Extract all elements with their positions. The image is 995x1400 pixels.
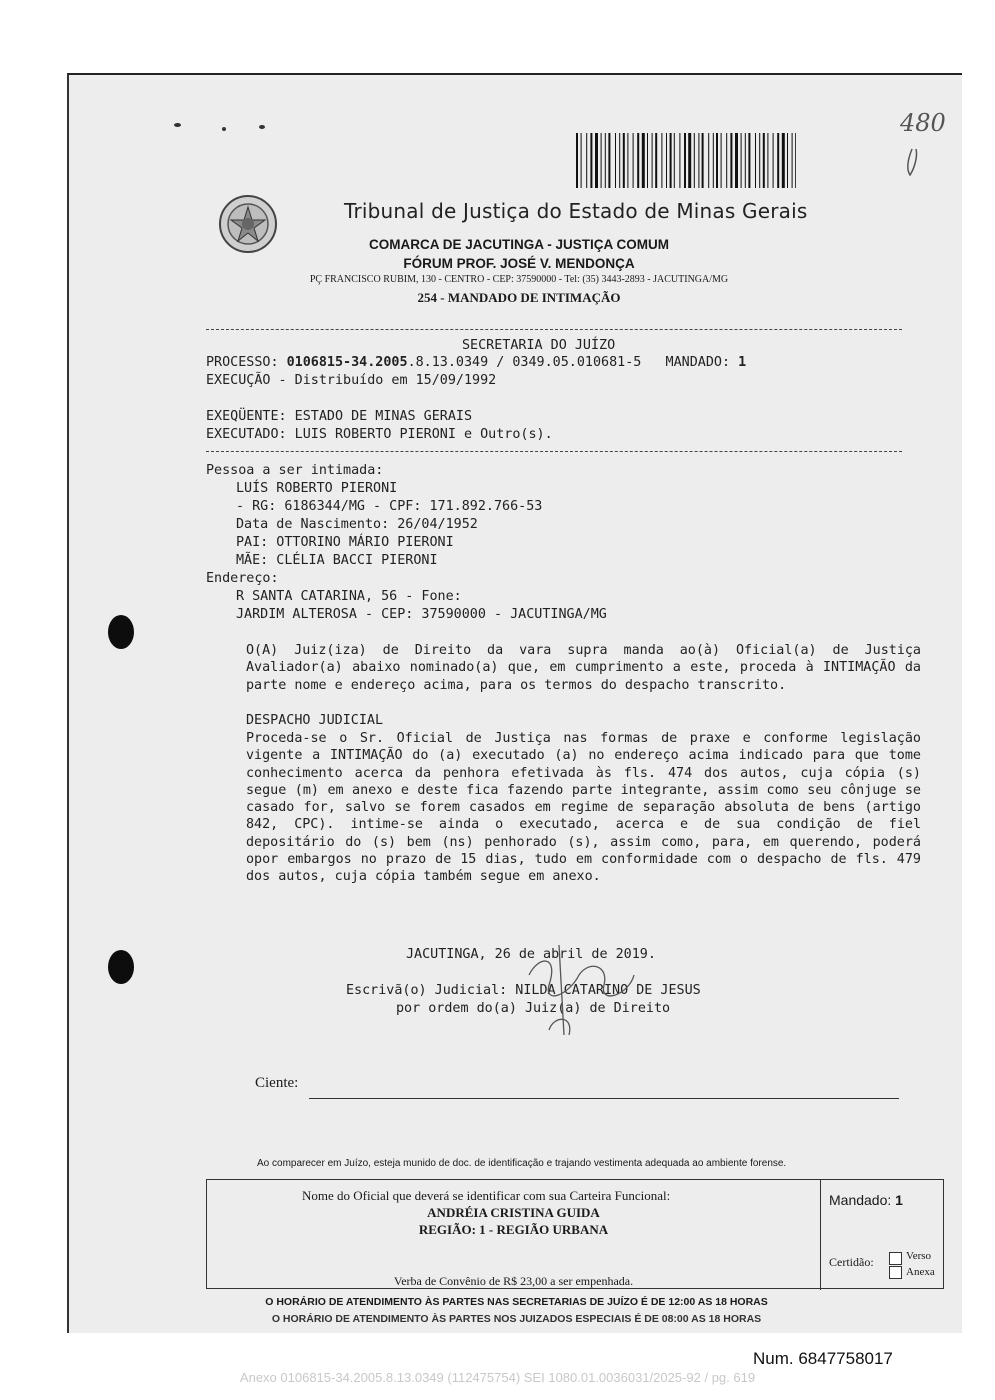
despacho-heading: DESPACHO JUDICIAL	[246, 713, 384, 728]
person-name: LUÍS ROBERTO PIERONI	[236, 481, 398, 496]
officer-name: ANDRÉIA CRISTINA GUIDA	[427, 1205, 600, 1220]
speck	[174, 123, 181, 127]
box-mandado	[829, 1192, 903, 1208]
executado-line: EXECUTADO: LUIS ROBERTO PIERONI e Outro(s).	[206, 427, 553, 442]
comarca-heading: COMARCA DE JACUTINGA - JUSTIÇA COMUM	[369, 237, 669, 252]
by-order-line: por ordem do(a) Juiz(a) de Direito	[396, 1001, 671, 1016]
court-name: Tribunal de Justiça do Estado de Minas Gerais	[344, 199, 808, 223]
processo-line	[206, 354, 746, 371]
mandado-label: MANDADO:	[665, 355, 731, 370]
officer-region: REGIÃO: 1 - REGIÃO URBANA	[418, 1222, 609, 1237]
despacho-text: Proceda-se o Sr. Oficial de Justiça nas formas de praxe e conforme legislação vigente a INTIMAÇÃO do (a) executado (a) no endereço acima indicado para que tome conhecimento acerca da penhora efetivada às fls. 474 dos autos, cuja cópia (s) segue (m) em anexo e deste fica fazendo parte integrante, assim como seu cônjuge se casado for, salvo se forem casados em regime de separação absoluta de bens (artigo 842, CPC). intime-se ainda o executado, acerca e de sua condição de fiel depositário do (s) bem (ns) penhorado (s), assim como, para, em querendo, poderá opor embargos no prazo de 15 dias, tudo em conformidade com o despacho de fls. 479 dos autos, cuja cópia também segue em anexo.	[246, 731, 921, 885]
box-divider	[820, 1180, 821, 1290]
barcode	[576, 133, 796, 188]
annex-footer: Anexo 0106815-34.2005.8.13.0349 (112475754) SEI 1080.01.0036031/2025-92 / pg. 619	[239, 1370, 756, 1385]
processo-number-rest: .8.13.0349 / 0349.05.010681-5	[407, 355, 642, 370]
secretaria-label: SECRETARIA DO JUÍZO	[462, 338, 616, 353]
address-heading: Endereço:	[206, 571, 279, 586]
anexa-label: Anexa	[906, 1266, 935, 1278]
officer-box	[206, 1179, 944, 1289]
place-date: JACUTINGA, 26 de abril de 2019.	[406, 947, 656, 962]
intro-paragraph	[206, 642, 921, 694]
ciente-signature-line	[309, 1098, 899, 1099]
verso-label: Verso	[906, 1250, 932, 1262]
person-heading: Pessoa a ser intimada:	[206, 463, 384, 478]
forum-address: PÇ FRANCISCO RUBIM, 130 - CENTRO - CEP: 37590000 - Tel: (35) 3443-2893 - JACUTINGA/MG	[309, 274, 729, 285]
execucao-line: EXECUÇÃO - Distribuído em 15/09/1992	[206, 373, 497, 388]
speck	[222, 127, 226, 131]
speck	[259, 125, 265, 129]
document-title: 254 - MANDADO DE INTIMAÇÃO	[417, 290, 621, 305]
ciente-label: Ciente:	[255, 1075, 299, 1091]
scanned-page	[67, 73, 962, 1333]
divider	[206, 329, 902, 330]
document-number: Num. 6847758017	[753, 1349, 893, 1368]
person-documents: - RG: 6186344/MG - CPF: 171.892.766-53	[236, 499, 543, 514]
box-mandado-label: Mandado:	[829, 1192, 892, 1208]
punch-hole	[108, 615, 134, 649]
signature	[509, 935, 659, 1055]
exequente-line: EXEQÜENTE: ESTADO DE MINAS GERAIS	[206, 409, 473, 424]
processo-number-bold: 0106815-34.2005	[286, 355, 408, 370]
punch-hole	[108, 950, 134, 984]
verso-checkbox[interactable]	[889, 1252, 902, 1265]
officer-label: Nome do Oficial que deverá se identificar com sua Carteira Funcional:	[302, 1188, 671, 1203]
handwritten-page-number	[894, 97, 954, 177]
person-father: PAI: OTTORINO MÁRIO PIERONI	[236, 535, 454, 550]
address-street: R SANTA CATARINA, 56 - Fone:	[236, 589, 462, 604]
hours-line-1: O HORÁRIO DE ATENDIMENTO ÀS PARTES NAS SECRETARIAS DE JUÍZO É DE 12:00 AS 18 HORAS	[265, 1296, 768, 1308]
divider	[206, 451, 902, 452]
hours-line-2: O HORÁRIO DE ATENDIMENTO ÀS PARTES NOS JUIZADOS ESPECIAIS É DE 08:00 AS 18 HORAS	[271, 1313, 762, 1325]
intro-text: O(A) Juiz(iza) de Direito da vara supra manda ao(à) Oficial(a) de Justiça Avaliador(a) abaixo nominado(a) que, em cumprimento a este, proceda à INTIMAÇÃO da parte nome e endereço acima, para os termos do despacho transcrito.	[246, 643, 921, 693]
address-district: JARDIM ALTEROSA - CEP: 37590000 - JACUTINGA/MG	[236, 607, 607, 622]
attendance-notice: Ao comparecer em Juízo, esteja munido de doc. de identificação e trajando vestimenta adequada ao ambiente forense.	[257, 1158, 787, 1169]
svg-text:480: 480	[900, 109, 946, 137]
anexa-checkbox[interactable]	[889, 1266, 902, 1279]
box-mandado-number: 1	[895, 1192, 903, 1208]
person-mother: MÃE: CLÉLIA BACCI PIERONI	[236, 553, 438, 568]
verba-note: Verba de Convênio de R$ 23,00 a ser empenhada.	[393, 1274, 634, 1288]
despacho-paragraph	[206, 730, 921, 886]
forum-heading: FÓRUM PROF. JOSÉ V. MENDONÇA	[403, 256, 635, 271]
processo-label: PROCESSO:	[206, 355, 279, 370]
clerk-line: Escrivã(o) Judicial: NILDA CATARINO DE JESUS	[346, 983, 701, 998]
mandado-number: 1	[738, 355, 747, 370]
person-birth: Data de Nascimento: 26/04/1952	[236, 517, 478, 532]
certidao-label: Certidão:	[829, 1255, 874, 1269]
